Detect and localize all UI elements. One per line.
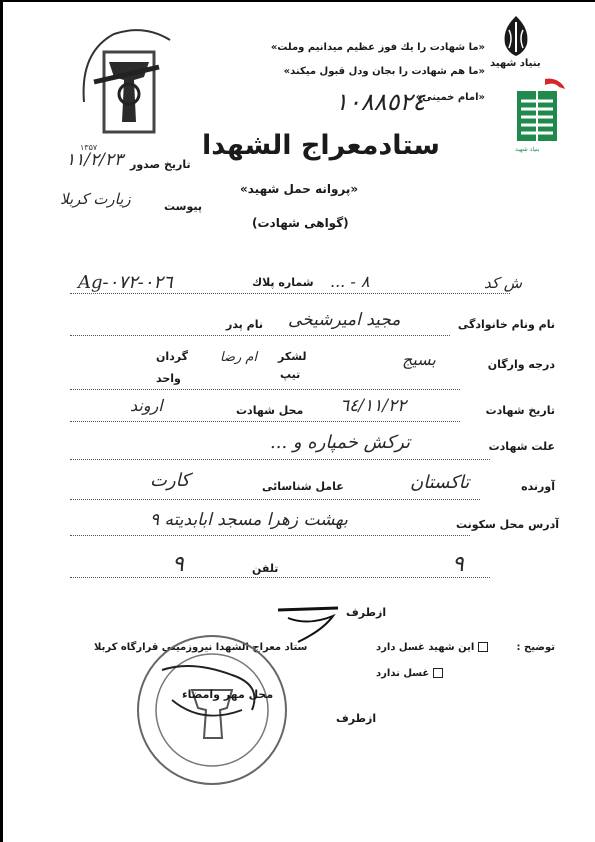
from-label-top: ازطرف: [346, 606, 387, 619]
note-label: توضیح :: [516, 642, 555, 653]
address-line: [70, 534, 470, 536]
father-name-label: نام پدر: [226, 318, 263, 331]
bearer-line: [70, 498, 480, 500]
phone-label: تلفن: [252, 562, 279, 575]
scan-edge-left: [0, 0, 3, 842]
header-quote-2: «ما هم شهادت را بجان ودل قبول میكند»: [283, 66, 485, 77]
subtitle-permit: «پروانه حمل شهید»: [240, 182, 359, 196]
id-number-line: [70, 292, 510, 294]
id-prefix: ش کد: [484, 274, 523, 292]
note-line1: [376, 642, 488, 653]
battalion-label: گردان: [156, 350, 189, 363]
scan-edge-top: [0, 0, 595, 2]
martyrdom-date-label: تاریخ شهادت: [485, 404, 555, 417]
from-label-bottom: ازطرف: [336, 712, 377, 725]
svg-text:بنیاد شهید: بنیاد شهید: [515, 146, 540, 153]
bonyad-logo: [505, 75, 573, 155]
attachment-value: زیارت کربلا: [60, 190, 131, 208]
address-value: بهشت زهرا مسجد ابابدیته ٩: [150, 510, 348, 530]
note-line1-suffix: ستاد معراج الشهدا نیروزمینی قرارگاه کربلا: [94, 642, 308, 653]
unit-label: لشكر: [278, 350, 307, 363]
sepah-emblem: [74, 22, 182, 154]
identifier-value: کارت: [150, 470, 190, 491]
bearer-value: تاکستان: [410, 472, 470, 493]
name-line: [70, 334, 450, 336]
name-value: مجید امیرشیخی: [288, 310, 401, 330]
subtitle-certificate: (گواهی شهادت): [252, 216, 349, 230]
header-quote-3: «امام خمینی»: [415, 92, 485, 103]
rank-value: بسیج: [402, 350, 436, 369]
note-line1-text: این شهید غسل دارد: [376, 642, 475, 653]
martyrdom-date-value: ٦٤/١١/٢٢: [340, 396, 407, 416]
cause-value: ترکش خمپاره و ...: [270, 432, 411, 453]
issue-date-label: تاریخ صدور: [130, 158, 191, 171]
note-line2-text: غسل ندارد: [376, 668, 430, 679]
id-number-value: Ag-٠٢٦-٠٧٢: [78, 272, 173, 293]
phone-value: ٩: [452, 552, 464, 577]
signature-mark: [268, 590, 358, 650]
svg-text:۱۳۵۷: ۱۳۵۷: [80, 143, 98, 152]
bearer-label: آورنده: [521, 480, 555, 493]
brigade-label: تیپ: [280, 368, 301, 381]
page-title: ستادمعراج الشهدا: [202, 130, 440, 161]
right-logo-text: بنیاد شهید: [490, 58, 541, 69]
ghusl-has-checkbox[interactable]: [478, 642, 488, 652]
phone-line: [70, 576, 490, 578]
attachment-label: پیوست: [164, 200, 202, 213]
header-quote-1: «ما شهادت را یك فوز عظیم میدانیم وملت»: [270, 42, 485, 53]
id-number-label: شماره پلاك: [252, 276, 314, 289]
official-stamp: [132, 630, 292, 790]
name-label: نام ونام خانوادگی: [457, 318, 555, 331]
rank-line: [70, 388, 460, 390]
martyrdom-place-value: اروند: [130, 396, 163, 415]
cause-line: [70, 458, 490, 460]
cause-label: علت شهادت: [488, 440, 555, 453]
ghusl-none-checkbox[interactable]: [433, 668, 443, 678]
note-line2: [376, 668, 443, 679]
unit-value: ام رضا: [220, 350, 258, 365]
rank-label: درجه وارگان: [487, 358, 555, 371]
identifier-label: عامل شناسائی: [262, 480, 344, 493]
iran-emblem-icon: [493, 12, 539, 58]
wahed-label: واحد: [156, 372, 181, 385]
id-extra: ٨ - ...: [330, 272, 370, 291]
date-line: [70, 420, 460, 422]
issue-date-value: ١١/٢/٢٣: [66, 150, 124, 170]
phone-left-value: ٩: [172, 552, 184, 577]
martyrdom-place-label: محل شهادت: [236, 404, 304, 417]
stamp-label: محل مهر وامضاء: [182, 688, 274, 701]
address-label: آدرس محل سكونت: [455, 518, 559, 531]
serial-number: ١٠٨٨٥٢٤: [335, 88, 426, 116]
